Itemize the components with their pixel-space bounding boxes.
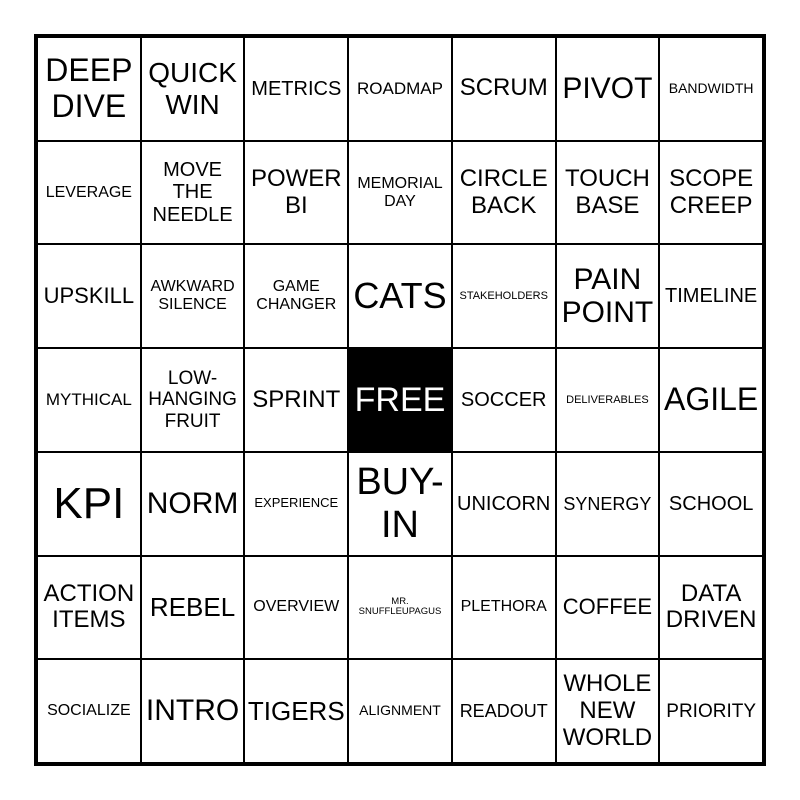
bingo-cell-label: PRIORITY [666, 700, 756, 722]
bingo-cell[interactable] [452, 37, 556, 141]
bingo-cell[interactable] [37, 348, 141, 452]
bingo-cell-label: AGILE [664, 381, 759, 418]
bingo-cell[interactable] [37, 452, 141, 556]
bingo-cell[interactable] [141, 37, 245, 141]
bingo-cell-label: DATA DRIVEN [665, 579, 757, 634]
bingo-cell-label: KPI [53, 479, 125, 529]
bingo-cell-label: EXPERIENCE [254, 495, 339, 511]
bingo-cell-label: PLETHORA [460, 598, 547, 616]
bingo-cell[interactable] [244, 556, 348, 660]
bingo-cell[interactable] [348, 141, 452, 245]
bingo-cell-label: MYTHICAL [45, 390, 132, 410]
bingo-cell-label: MEMORIAL DAY [357, 174, 443, 210]
bingo-cell-label: UPSKILL [43, 282, 135, 308]
bingo-cell-label: TIGERS [247, 695, 345, 726]
bingo-cell[interactable] [37, 244, 141, 348]
bingo-cell[interactable] [244, 141, 348, 245]
bingo-cell[interactable] [452, 244, 556, 348]
bingo-cell[interactable] [556, 141, 660, 245]
bingo-cell-label: SCRUM [459, 74, 548, 102]
bingo-cell[interactable] [556, 659, 660, 763]
bingo-cell-label: SOCCER [460, 388, 547, 411]
bingo-cell[interactable] [141, 348, 245, 452]
bingo-cell-label: SCOPE CREEP [669, 164, 754, 219]
bingo-cell[interactable] [141, 141, 245, 245]
bingo-cell-label: CIRCLE BACK [459, 164, 548, 219]
bingo-cell-label: FREE [354, 380, 446, 419]
bingo-cell-label: PAIN POINT [561, 262, 654, 330]
bingo-cell[interactable] [348, 556, 452, 660]
bingo-cell[interactable] [37, 141, 141, 245]
bingo-cell-label: UNICORN [457, 492, 551, 515]
bingo-cell-label: SCHOOL [668, 492, 754, 515]
bingo-cell[interactable] [452, 348, 556, 452]
bingo-cell-label: MR. SNUFFLEUPAGUS [358, 595, 442, 618]
bingo-cell-label: CATS [353, 275, 447, 317]
bingo-cell[interactable] [452, 659, 556, 763]
bingo-cell[interactable] [556, 37, 660, 141]
bingo-cell[interactable] [556, 348, 660, 452]
bingo-cell-label: ACTION ITEMS [43, 579, 135, 634]
bingo-cell[interactable] [244, 348, 348, 452]
bingo-cell[interactable] [37, 556, 141, 660]
bingo-cell[interactable] [141, 244, 245, 348]
bingo-cell-label: SPRINT [252, 385, 341, 413]
bingo-cell-label: SYNERGY [563, 493, 652, 514]
bingo-cell[interactable] [452, 556, 556, 660]
bingo-cell-label: BANDWIDTH [668, 80, 754, 97]
bingo-cell[interactable] [452, 141, 556, 245]
bingo-cell[interactable] [659, 452, 763, 556]
bingo-cell[interactable] [348, 659, 452, 763]
bingo-cell-label: ROADMAP [357, 79, 443, 99]
bingo-cell[interactable] [348, 452, 452, 556]
bingo-cell-label: POWER BI [250, 164, 342, 219]
bingo-cell-label: ALIGNMENT [359, 702, 441, 719]
bingo-cell-label: LOW-HANGING FRUIT [148, 368, 237, 432]
free-space[interactable] [348, 348, 452, 452]
bingo-cell[interactable] [659, 348, 763, 452]
bingo-cell-label: COFFEE [562, 594, 653, 620]
bingo-cell-label: BUY-IN [356, 461, 444, 546]
bingo-cell-label: PIVOT [562, 72, 653, 106]
bingo-cell-label: LEVERAGE [45, 183, 132, 201]
bingo-cell-label: SOCIALIZE [47, 702, 131, 720]
bingo-cell-label: TOUCH BASE [564, 164, 650, 219]
bingo-cell-label: MOVE THE NEEDLE [152, 158, 233, 226]
bingo-cell-label: QUICK WIN [148, 57, 237, 120]
bingo-cell-label: NORM [146, 486, 239, 520]
bingo-cell-label: DELIVERABLES [566, 393, 649, 406]
bingo-cell[interactable] [37, 659, 141, 763]
bingo-cell-label: WHOLE NEW WORLD [562, 669, 653, 751]
bingo-cell-label: OVERVIEW [253, 598, 340, 616]
bingo-cell[interactable] [659, 37, 763, 141]
bingo-cell-label: REBEL [149, 591, 236, 622]
bingo-cell[interactable] [452, 452, 556, 556]
bingo-cell-label: AWKWARD SILENCE [150, 278, 235, 314]
bingo-cell-label: STAKEHOLDERS [459, 290, 548, 303]
bingo-cell[interactable] [244, 659, 348, 763]
bingo-cell[interactable] [244, 244, 348, 348]
bingo-cell-label: DEEP DIVE [45, 52, 133, 124]
bingo-cell[interactable] [556, 556, 660, 660]
bingo-cell[interactable] [348, 244, 452, 348]
bingo-cell[interactable] [659, 659, 763, 763]
bingo-cell-label: READOUT [459, 701, 548, 722]
bingo-cell[interactable] [141, 659, 245, 763]
bingo-cell[interactable] [141, 556, 245, 660]
bingo-cell-label: INTRO [145, 694, 240, 728]
bingo-cell-label: METRICS [251, 77, 342, 100]
bingo-cell[interactable] [556, 452, 660, 556]
bingo-cell[interactable] [37, 37, 141, 141]
bingo-cell[interactable] [244, 452, 348, 556]
bingo-cell-label: GAME CHANGER [256, 278, 337, 314]
bingo-cell[interactable] [556, 244, 660, 348]
bingo-cell[interactable] [659, 244, 763, 348]
bingo-cell-label: TIMELINE [665, 285, 758, 308]
bingo-cell[interactable] [348, 37, 452, 141]
bingo-cell[interactable] [141, 452, 245, 556]
bingo-board [34, 34, 766, 766]
bingo-cell[interactable] [659, 141, 763, 245]
bingo-cell[interactable] [244, 37, 348, 141]
bingo-cell[interactable] [659, 556, 763, 660]
